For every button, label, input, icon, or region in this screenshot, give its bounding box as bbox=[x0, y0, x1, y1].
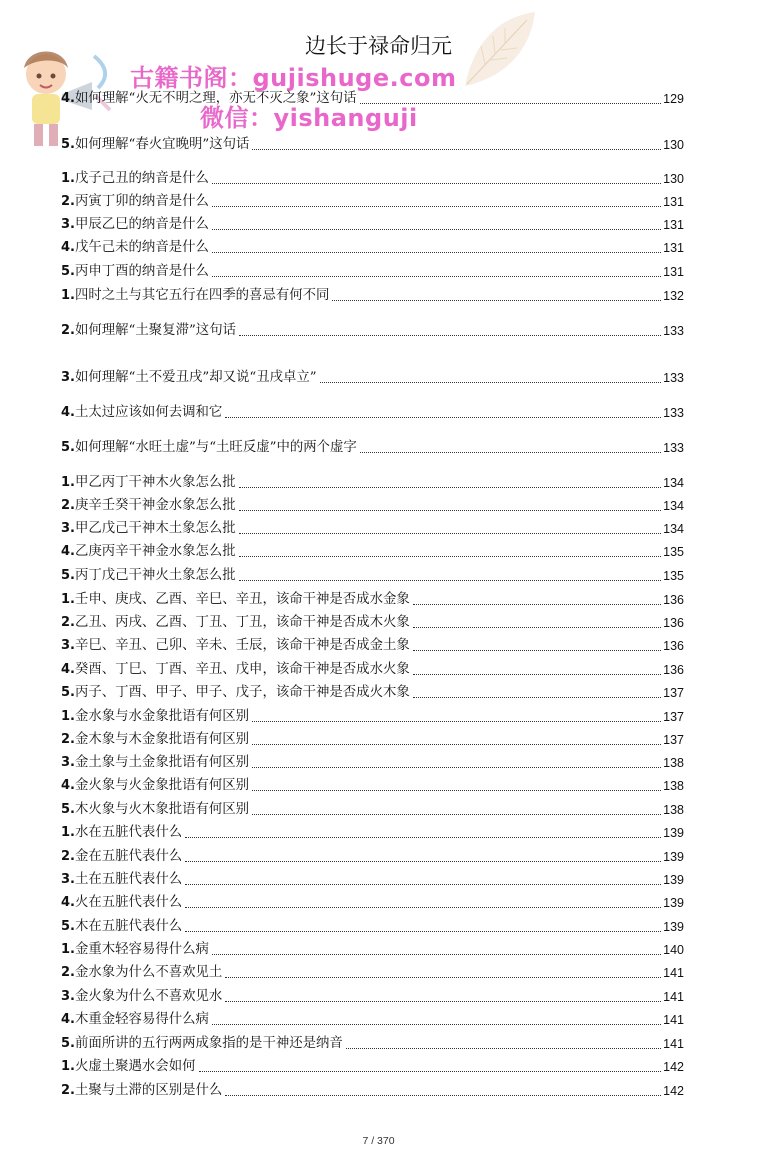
toc-entry[interactable] bbox=[61, 729, 684, 749]
toc-entry[interactable] bbox=[61, 659, 684, 679]
toc-entry-page: 131 bbox=[663, 218, 684, 232]
toc-entry-number: 3. bbox=[61, 217, 75, 232]
toc-entry-title: 如何理解“春火宜晚明”这句话 bbox=[74, 137, 250, 152]
toc-entry-page: 133 bbox=[663, 406, 684, 420]
toc-entry-number: 5. bbox=[61, 568, 75, 583]
toc-leader-dots bbox=[185, 836, 661, 838]
toc-entry-page: 138 bbox=[663, 779, 684, 793]
toc-entry-title: 土太过应该如何去调和它 bbox=[74, 405, 223, 420]
toc-leader-dots bbox=[199, 1070, 662, 1072]
toc-leader-dots bbox=[413, 603, 661, 605]
toc-leader-dots bbox=[252, 813, 661, 815]
toc-leader-dots bbox=[360, 451, 661, 453]
toc-entry-title: 如何理解“火无不明之理，亦无不灭之象”这句话 bbox=[74, 91, 357, 106]
toc-entry-number: 5. bbox=[61, 137, 75, 152]
toc-entry-title: 丙丁戊己干神火土象怎么批 bbox=[74, 568, 236, 583]
toc-entry[interactable] bbox=[61, 261, 684, 281]
toc-entry-title: 水在五脏代表什么 bbox=[74, 825, 183, 840]
toc-leader-dots bbox=[239, 579, 661, 581]
toc-entry-page: 137 bbox=[663, 710, 684, 724]
toc-entry-number: 5. bbox=[61, 1036, 75, 1051]
toc-entry[interactable] bbox=[61, 939, 684, 959]
toc-entry-title: 戊午己未的纳音是什么 bbox=[74, 240, 209, 255]
toc-entry[interactable] bbox=[61, 214, 684, 234]
toc-entry-number: 5. bbox=[61, 264, 75, 279]
toc-entry-page: 139 bbox=[663, 850, 684, 864]
toc-leader-dots bbox=[185, 860, 661, 862]
toc-leader-dots bbox=[252, 766, 661, 768]
toc-entry-number: 1. bbox=[61, 942, 75, 957]
toc-entry-page: 133 bbox=[663, 441, 684, 455]
toc-entry-number: 1. bbox=[61, 1059, 75, 1074]
toc-entry-page: 136 bbox=[663, 593, 684, 607]
toc-leader-dots bbox=[185, 930, 661, 932]
toc-entry-page: 136 bbox=[663, 616, 684, 630]
toc-entry[interactable] bbox=[61, 367, 684, 387]
toc-entry-number: 2. bbox=[61, 615, 75, 630]
toc-entry-number: 2. bbox=[61, 194, 75, 209]
toc-entry-number: 4. bbox=[61, 240, 75, 255]
toc-entry-number: 2. bbox=[61, 498, 75, 513]
toc-entry[interactable] bbox=[61, 518, 684, 538]
toc-entry-page: 139 bbox=[663, 896, 684, 910]
toc-entry-page: 138 bbox=[663, 756, 684, 770]
toc-entry-page: 133 bbox=[663, 324, 684, 338]
toc-entry-title: 戊子己丑的纳音是什么 bbox=[74, 171, 209, 186]
toc-entry-number: 3. bbox=[61, 989, 75, 1004]
toc-entry-page: 141 bbox=[663, 990, 684, 1004]
toc-entry-title: 如何理解“土不爱丑戌”却又说“丑戌卓立” bbox=[74, 370, 317, 385]
toc-entry[interactable] bbox=[61, 402, 684, 422]
toc-entry-number: 2. bbox=[61, 323, 75, 338]
toc-entry-title: 金水象为什么不喜欢见土 bbox=[74, 965, 223, 980]
toc-entry[interactable] bbox=[61, 1056, 684, 1076]
toc-entry-title: 甲辰乙巳的纳音是什么 bbox=[74, 217, 209, 232]
toc-entry-title: 乙丑、丙戌、乙酉、丁丑、丁丑，该命干神是否成木火象 bbox=[74, 615, 410, 630]
leaf-watermark-icon bbox=[455, 6, 541, 96]
toc-entry-number: 3. bbox=[61, 370, 75, 385]
toc-entry-number: 3. bbox=[61, 638, 75, 653]
toc-leader-dots bbox=[239, 334, 661, 336]
toc-entry-page: 137 bbox=[663, 686, 684, 700]
toc-entry-title: 金水象与水金象批语有何区别 bbox=[74, 709, 250, 724]
toc-entry[interactable] bbox=[61, 775, 684, 795]
toc-leader-dots bbox=[239, 532, 661, 534]
toc-entry-number: 4. bbox=[61, 91, 75, 106]
toc-entry-number: 1. bbox=[61, 288, 75, 303]
toc-entry[interactable] bbox=[61, 320, 684, 340]
toc-entry-number: 1. bbox=[61, 171, 75, 186]
toc-entry-page: 130 bbox=[663, 172, 684, 186]
toc-entry-page: 136 bbox=[663, 639, 684, 653]
toc-leader-dots bbox=[252, 148, 661, 150]
toc-leader-dots bbox=[346, 1047, 661, 1049]
page-number: 7 / 370 bbox=[362, 1135, 395, 1147]
toc-entry-title: 丙子、丁酉、甲子、甲子、戊子，该命干神是否成火木象 bbox=[74, 685, 410, 700]
toc-entry-page: 139 bbox=[663, 873, 684, 887]
toc-entry-page: 134 bbox=[663, 499, 684, 513]
toc-entry[interactable] bbox=[61, 986, 684, 1006]
toc-entry-title: 金重木轻容易得什么病 bbox=[74, 942, 209, 957]
toc-entry[interactable] bbox=[61, 1080, 684, 1100]
toc-entry-number: 4. bbox=[61, 405, 75, 420]
toc-entry-title: 木火象与火木象批语有何区别 bbox=[74, 802, 250, 817]
toc-entry-page: 131 bbox=[663, 195, 684, 209]
toc-entry-number: 2. bbox=[61, 732, 75, 747]
toc-entry[interactable] bbox=[61, 916, 684, 936]
toc-entry-page: 131 bbox=[663, 265, 684, 279]
toc-entry-number: 3. bbox=[61, 755, 75, 770]
toc-entry-number: 5. bbox=[61, 440, 75, 455]
toc-leader-dots bbox=[225, 976, 661, 978]
watermark-wechat-text: 微信：yishanguji bbox=[200, 104, 418, 132]
toc-entry[interactable] bbox=[61, 168, 684, 188]
toc-entry[interactable] bbox=[61, 706, 684, 726]
toc-entry-page: 142 bbox=[663, 1060, 684, 1074]
toc-entry-title: 甲乙丙丁干神木火象怎么批 bbox=[74, 475, 236, 490]
toc-leader-dots bbox=[252, 720, 661, 722]
toc-entry-number: 1. bbox=[61, 709, 75, 724]
toc-entry-title: 如何理解“水旺土虚”与“土旺反虚”中的两个虚字 bbox=[74, 440, 357, 455]
toc-leader-dots bbox=[332, 299, 661, 301]
toc-leader-dots bbox=[413, 696, 661, 698]
toc-entry[interactable] bbox=[61, 495, 684, 515]
toc-leader-dots bbox=[413, 673, 661, 675]
toc-entry-page: 139 bbox=[663, 826, 684, 840]
toc-entry-page: 138 bbox=[663, 803, 684, 817]
toc-entry-title: 金火象与火金象批语有何区别 bbox=[74, 778, 250, 793]
toc-leader-dots bbox=[413, 626, 661, 628]
toc-entry-page: 134 bbox=[663, 522, 684, 536]
toc-entry-title: 甲乙戊己干神木土象怎么批 bbox=[74, 521, 236, 536]
toc-entry-title: 土聚与土滞的区别是什么 bbox=[74, 1083, 223, 1098]
toc-entry[interactable] bbox=[61, 437, 684, 457]
toc-entry-title: 壬申、庚戌、乙酉、辛巳、辛丑，该命干神是否成水金象 bbox=[74, 592, 410, 607]
toc-leader-dots bbox=[225, 1000, 661, 1002]
toc-leader-dots bbox=[320, 381, 662, 383]
toc-entry-page: 140 bbox=[663, 943, 684, 957]
toc-entry-title: 金木象与木金象批语有何区别 bbox=[74, 732, 250, 747]
toc-entry[interactable] bbox=[61, 612, 684, 632]
toc-leader-dots bbox=[212, 228, 661, 230]
toc-leader-dots bbox=[212, 205, 661, 207]
toc-entry-number: 2. bbox=[61, 1083, 75, 1098]
toc-entry-title: 火虚土聚遇水会如何 bbox=[74, 1059, 196, 1074]
toc-entry-number: 4. bbox=[61, 778, 75, 793]
toc-leader-dots bbox=[239, 555, 661, 557]
toc-entry[interactable] bbox=[61, 682, 684, 702]
toc-entry-page: 133 bbox=[663, 371, 684, 385]
toc-entry[interactable] bbox=[61, 635, 684, 655]
toc-entry[interactable] bbox=[61, 799, 684, 819]
toc-leader-dots bbox=[212, 182, 661, 184]
toc-entry[interactable] bbox=[61, 191, 684, 211]
toc-entry-page: 139 bbox=[663, 920, 684, 934]
toc-entry-number: 2. bbox=[61, 965, 75, 980]
toc-entry-number: 3. bbox=[61, 872, 75, 887]
toc-entry-title: 金土象与土金象批语有何区别 bbox=[74, 755, 250, 770]
toc-entry[interactable] bbox=[61, 752, 684, 772]
toc-entry-title: 前面所讲的五行两两成象指的是干神还是纳音 bbox=[74, 1036, 343, 1051]
toc-entry-number: 2. bbox=[61, 849, 75, 864]
toc-leader-dots bbox=[185, 906, 661, 908]
toc-entry-page: 134 bbox=[663, 476, 684, 490]
toc-entry-title: 丙寅丁卯的纳音是什么 bbox=[74, 194, 209, 209]
toc-entry[interactable] bbox=[61, 1009, 684, 1029]
toc-entry-page: 141 bbox=[663, 1037, 684, 1051]
toc-entry-page: 136 bbox=[663, 663, 684, 677]
toc-entry-number: 3. bbox=[61, 521, 75, 536]
toc-entry-page: 137 bbox=[663, 733, 684, 747]
toc-entry-number: 4. bbox=[61, 544, 75, 559]
toc-leader-dots bbox=[239, 509, 661, 511]
watermark-site-text: 古籍书阁：gujishuge.com bbox=[130, 64, 457, 92]
toc-entry[interactable] bbox=[61, 589, 684, 609]
toc-entry-number: 4. bbox=[61, 1012, 75, 1027]
toc-entry[interactable] bbox=[61, 541, 684, 561]
toc-entry-page: 135 bbox=[663, 545, 684, 559]
toc-entry-title: 庚辛壬癸干神金水象怎么批 bbox=[74, 498, 236, 513]
toc-entry-title: 癸酉、丁巳、丁酉、辛丑、戊申，该命干神是否成水火象 bbox=[74, 662, 410, 677]
toc-entry[interactable] bbox=[61, 822, 684, 842]
toc-entry[interactable] bbox=[61, 565, 684, 585]
toc-entry-title: 如何理解“土聚复滞”这句话 bbox=[74, 323, 236, 338]
toc-leader-dots bbox=[225, 1094, 661, 1096]
toc-leader-dots bbox=[252, 743, 661, 745]
toc-entry-page: 141 bbox=[663, 966, 684, 980]
toc-entry-page: 141 bbox=[663, 1013, 684, 1027]
toc-leader-dots bbox=[239, 486, 661, 488]
toc-entry-number: 4. bbox=[61, 895, 75, 910]
toc-leader-dots bbox=[252, 789, 661, 791]
toc-entry[interactable] bbox=[61, 892, 684, 912]
toc-entry-page: 132 bbox=[663, 289, 684, 303]
toc-entry-title: 乙庚丙辛干神金水象怎么批 bbox=[74, 544, 236, 559]
toc-entry[interactable] bbox=[61, 472, 684, 492]
toc-entry[interactable] bbox=[61, 134, 684, 154]
toc-entry-title: 土在五脏代表什么 bbox=[74, 872, 183, 887]
toc-entry-title: 木在五脏代表什么 bbox=[74, 919, 183, 934]
toc-entry-number: 1. bbox=[61, 475, 75, 490]
toc-entry[interactable] bbox=[61, 1033, 684, 1053]
toc-entry-page: 135 bbox=[663, 569, 684, 583]
toc-entry[interactable] bbox=[61, 869, 684, 889]
toc-leader-dots bbox=[413, 649, 661, 651]
toc-entry-title: 火在五脏代表什么 bbox=[74, 895, 183, 910]
toc-entry-title: 木重金轻容易得什么病 bbox=[74, 1012, 209, 1027]
toc-leader-dots bbox=[212, 251, 661, 253]
toc-entry-title: 金在五脏代表什么 bbox=[74, 849, 183, 864]
page-title: 边长于禄命归元 bbox=[305, 34, 452, 58]
toc-leader-dots bbox=[212, 953, 661, 955]
toc-entry-number: 4. bbox=[61, 662, 75, 677]
toc-leader-dots bbox=[225, 416, 661, 418]
toc-entry[interactable] bbox=[61, 88, 684, 108]
toc-entry-number: 5. bbox=[61, 685, 75, 700]
toc-entry[interactable] bbox=[61, 285, 684, 305]
toc-entry-page: 129 bbox=[663, 92, 684, 106]
toc-entry-page: 131 bbox=[663, 241, 684, 255]
toc-entry-page: 130 bbox=[663, 138, 684, 152]
toc-leader-dots bbox=[212, 1023, 661, 1025]
toc-entry[interactable] bbox=[61, 237, 684, 257]
toc-entry[interactable] bbox=[61, 846, 684, 866]
toc-leader-dots bbox=[360, 102, 662, 104]
toc-leader-dots bbox=[212, 275, 661, 277]
toc-entry-title: 金火象为什么不喜欢见水 bbox=[74, 989, 223, 1004]
toc-entry-number: 5. bbox=[61, 802, 75, 817]
toc-entry-number: 1. bbox=[61, 592, 75, 607]
toc-entry-title: 辛巳、辛丑、己卯、辛未、壬辰，该命干神是否成金土象 bbox=[74, 638, 410, 653]
toc-entry-title: 四时之土与其它五行在四季的喜忌有何不同 bbox=[74, 288, 330, 303]
toc-leader-dots bbox=[185, 883, 661, 885]
toc-entry-page: 142 bbox=[663, 1084, 684, 1098]
toc-entry-number: 1. bbox=[61, 825, 75, 840]
toc-entry-title: 丙申丁酉的纳音是什么 bbox=[74, 264, 209, 279]
toc-entry-number: 5. bbox=[61, 919, 75, 934]
toc-entry[interactable] bbox=[61, 962, 684, 982]
